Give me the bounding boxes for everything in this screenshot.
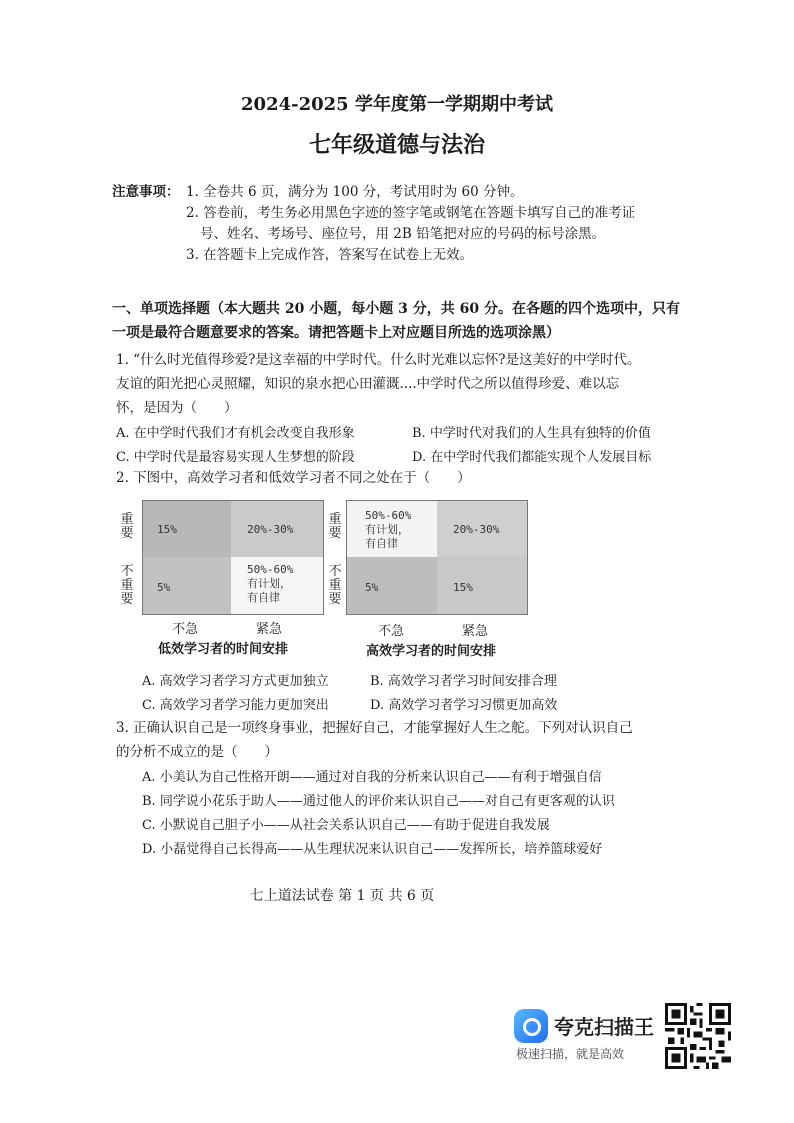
chart-2-value-bl: 5% [365,581,379,594]
chart-1-x-label-urgent: 紧急 [256,622,283,637]
chart-1-value-br-line2: 有计划， [247,577,291,590]
chart-1-value-br-line3: 有自律 [247,591,280,604]
note-item: 号、姓名、考场号、座位号，用 2B 铅笔把对应的号码的标号涂黑。 [200,226,606,242]
chart-2-x-label-urgent: 紧急 [462,624,489,639]
exam-title: 2024-2025 学年度第一学期期中考试 [241,94,553,115]
chart-1-y-label-not-important: 不重要 [120,564,134,607]
scanner-slogan: 极速扫描，就是高效 [516,1047,625,1061]
note-item: 1. 全卷共 6 页，满分为 100 分，考试用时为 60 分钟。 [186,184,524,200]
question-3-option-d: D. 小磊觉得自己长得高——从生理状况来认识自己——发挥所长，培养篮球爱好 [142,842,603,857]
question-3-line: 的分析不成立的是（ ） [116,744,278,760]
question-2-option-d: D. 高效学习者学习习惯更加高效 [370,698,558,713]
question-1-option-d: D. 在中学时代我们都能实现个人发展目标 [412,450,652,465]
question-2-option-a: A. 高效学习者学习方式更加独立 [142,674,329,689]
chart-1-grid [142,500,324,615]
question-1-option-c: C. 中学时代是最容易实现人生梦想的阶段 [116,450,355,465]
scanner-logo-icon [514,1009,548,1043]
question-3-option-b: B. 同学说小花乐于助人——通过他人的评价来认识自己——对自己有更客观的认识 [142,794,615,809]
question-1-line: 友谊的阳光把心灵照耀，知识的泉水把心田灌溉....中学时代之所以值得珍爱、难以忘 [116,376,620,392]
chart-2-value-tl: 50%-60% [365,509,412,522]
question-1-line: 1. “什么时光值得珍爱?是这幸福的中学时代。什么时光难以忘怀?是这美好的中学时代。 [116,352,641,368]
chart-2-cell-br [437,557,527,614]
question-2-option-c: C. 高效学习者学习能力更加突出 [142,698,329,713]
chart-2-y-label-not-important: 不重要 [328,564,342,607]
exam-notes [112,182,635,266]
question-1-option-b: B. 中学时代对我们的人生具有独特的价值 [412,426,651,441]
chart-1-value-br: 50%-60% [247,563,294,576]
chart-2-title: 高效学习者的时间安排 [366,644,497,659]
chart-1-x-label-not-urgent: 不急 [172,622,199,637]
question-2-stem: 2. 下图中，高效学习者和低效学习者不同之处在于（ ） [116,470,471,486]
chart-2-value-br: 15% [453,581,473,594]
scanner-brand-name: 夸克扫描王 [554,1015,654,1039]
chart-1-value-bl: 5% [157,581,171,594]
notes-label: 注意事项： [112,184,180,200]
question-1-option-a: A. 在中学时代我们才有机会改变自我形象 [116,426,355,441]
section-heading: 一、单项选择题（本大题共 20 小题，每小题 3 分，共 60 分。在各题的四个选项中，只有一项是最符合题意要求的答案。请把答题卡上对应题目所选的选项涂黑） [112,301,680,341]
chart-2-cell-bl [347,557,437,614]
note-item: 2. 答卷前，考生务必用黑色字迹的签字笔或钢笔在答题卡填写自己的准考证 [186,205,636,221]
chart-2-grid [346,500,528,615]
question-3-line: 3. 正确认识自己是一项终身事业，把握好自己，才能掌握好人生之舵。下列对认识自己 [116,720,633,736]
chart-2-y-label-important: 重要 [328,512,342,541]
page-footer: 七上道法试卷 第 1 页 共 6 页 [249,888,435,904]
subject-title: 七年级道德与法治 [308,132,485,158]
chart-2-value-tl-line2: 有计划， [365,523,409,536]
qr-code-icon [665,1003,731,1069]
chart-1-y-label-important: 重要 [120,512,134,541]
chart-2-value-tl-line3: 有自律 [365,537,398,550]
question-1-line: 怀，是因为（ ） [116,400,238,416]
chart-1-value-tl: 15% [157,523,177,536]
question-2-option-b: B. 高效学习者学习时间安排合理 [370,674,557,689]
chart-1-title: 低效学习者的时间安排 [158,642,289,657]
note-item: 3. 在答题卡上完成作答，答案写在试卷上无效。 [186,247,474,263]
chart-2-value-tr: 20%-30% [453,523,500,536]
chart-1-value-tr: 20%-30% [247,523,294,536]
question-3-option-c: C. 小默说自己胆子小——从社会关系认识自己——有助于促进自我发展 [142,818,550,833]
question-3-option-a: A. 小美认为自己性格开朗——通过对自我的分析来认识自己——有利于增强自信 [142,770,602,785]
chart-2-x-label-not-urgent: 不急 [378,624,405,639]
